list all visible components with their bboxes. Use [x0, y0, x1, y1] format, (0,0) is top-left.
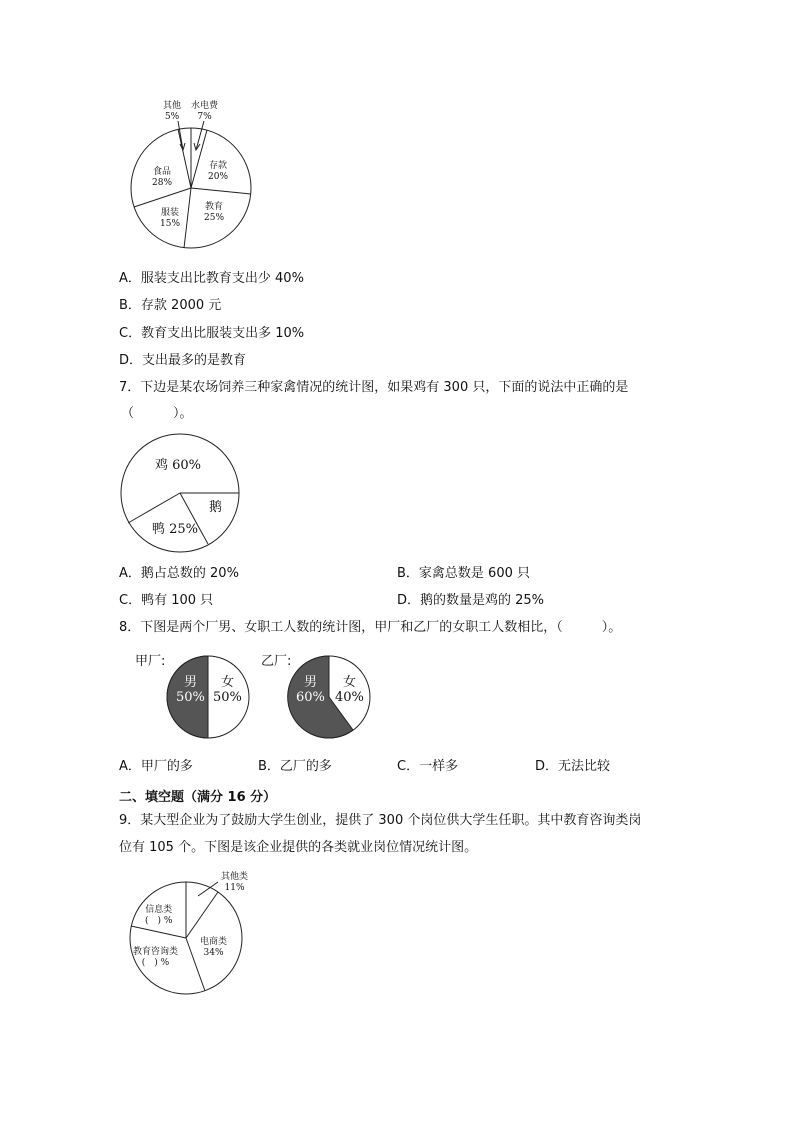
pie1-edu-label: 教育 25%: [204, 202, 225, 223]
pie1-savings-label: 存款 20%: [208, 161, 229, 182]
q6-option-b[interactable]: B．存款 2000 元: [119, 298, 222, 313]
q8-option-a[interactable]: A．甲厂的多: [119, 759, 193, 774]
goose-label: 鹅: [209, 500, 223, 515]
jobs-ecom-label: 电商类 34%: [200, 937, 228, 958]
pie1-clothing-label: 服装 15%: [160, 208, 181, 229]
factory-a-female-label: 女 50%: [213, 675, 242, 705]
q8-option-d[interactable]: D．无法比较: [535, 759, 611, 774]
q8-stem: 8．下图是两个厂男、女职工人数的统计图，甲厂和乙厂的女职工人数相比，（ ）。: [119, 620, 622, 635]
q7-stem-blank: （ ）。: [121, 406, 193, 421]
duck-label: 鸭 25%: [152, 522, 199, 537]
q6-option-a[interactable]: A．服装支出比教育支出少 40%: [119, 271, 304, 286]
q9-stem-line1: 9．某大型企业为了鼓励大学生创业，提供了 300 个岗位供大学生任职。其中教育咨询类岗: [119, 813, 642, 828]
factory-a-label: 甲厂:: [135, 654, 166, 669]
jobs-info-label: 信息类 ( ) %: [145, 905, 173, 926]
pie1-water-label: 水电费 7%: [191, 101, 219, 122]
q9-stem-line2: 位有 105 个。下图是该企业提供的各类就业岗位情况统计图。: [119, 840, 478, 855]
pie1-other-label: 其他 5%: [163, 101, 182, 122]
section-title: 二、填空题（满分 16 分）: [119, 790, 277, 805]
q8-option-b[interactable]: B．乙厂的多: [258, 759, 332, 774]
pie1-food-label: 食品 28%: [152, 167, 173, 188]
q7-option-b[interactable]: B．家禽总数是 600 只: [397, 566, 530, 581]
jobs-edu-label: 教育咨询类 ( ) %: [133, 947, 179, 968]
factory-b-male-label: 男 60%: [296, 675, 325, 705]
jobs-other-label: 其他类 11%: [221, 872, 249, 893]
q8-option-c[interactable]: C．一样多: [397, 759, 459, 774]
q6-option-c[interactable]: C．教育支出比服装支出多 10%: [119, 326, 305, 341]
factory-b-label: 乙厂:: [261, 654, 292, 669]
q6-option-d[interactable]: D．支出最多的是教育: [119, 353, 247, 368]
q7-option-c[interactable]: C．鸭有 100 只: [119, 593, 214, 608]
factory-b-female-label: 女 40%: [335, 675, 364, 705]
q7-option-d[interactable]: D．鹅的数量是鸡的 25%: [397, 593, 545, 608]
q7-option-a[interactable]: A．鹅占总数的 20%: [119, 566, 239, 581]
factory-a-male-label: 男 50%: [176, 675, 205, 705]
q7-stem: 7．下边是某农场饲养三种家禽情况的统计图，如果鸡有 300 只，下面的说法中正确的是: [119, 380, 629, 395]
chicken-label: 鸡 60%: [155, 458, 202, 473]
